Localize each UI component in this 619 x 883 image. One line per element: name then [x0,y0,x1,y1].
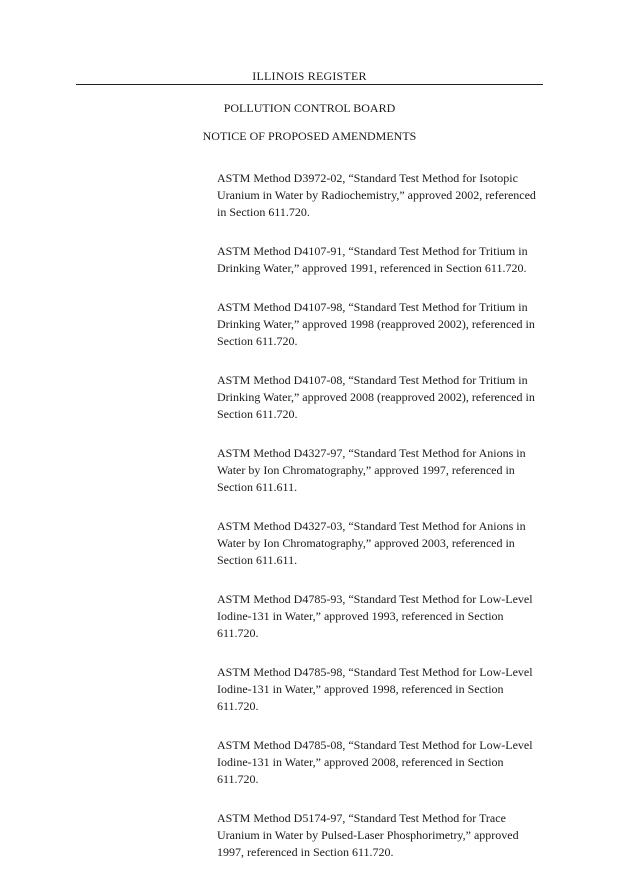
astm-entry-d4107-08: ASTM Method D4107-08, “Standard Test Method for Tritium in Drinking Water,” approved 2008 (reapproved 2002), referenced in Section 611.720. [217,373,535,421]
astm-entry-d4327-03: ASTM Method D4327-03, “Standard Test Method for Anions in Water by Ion Chromatography,” approved 2003, referenced in Section 611.611. [217,519,526,567]
astm-entry-d5174-97: ASTM Method D5174-97, “Standard Test Method for Trace Uranium in Water by Pulsed-Laser Phosphorimetry,” approved 1997, referenced in Section 611.720. [217,811,519,859]
astm-entry-d4785-93: ASTM Method D4785-93, “Standard Test Method for Low-Level Iodine-131 in Water,” approved 1993, referenced in Section 611.720. [217,592,533,640]
astm-entry-d3972-02: ASTM Method D3972-02, “Standard Test Method for Isotopic Uranium in Water by Radiochemistry,” approved 2002, referenced in Section 611.720. [217,171,536,219]
board-title: POLLUTION CONTROL BOARD [223,101,396,115]
register-title: ILLINOIS REGISTER [252,69,367,83]
astm-entry-d4107-91: ASTM Method D4107-91, “Standard Test Method for Tritium in Drinking Water,” approved 1991, referenced in Section 611.720. [217,244,528,275]
header-rule [76,84,543,85]
astm-method-list [217,170,547,883]
astm-entry-d4785-98: ASTM Method D4785-98, “Standard Test Method for Low-Level Iodine-131 in Water,” approved 1998, referenced in Section 611.720. [217,665,533,713]
notice-title: NOTICE OF PROPOSED AMENDMENTS [202,129,417,143]
astm-entry-d4785-08: ASTM Method D4785-08, “Standard Test Method for Low-Level Iodine-131 in Water,” approved 2008, referenced in Section 611.720. [217,738,533,786]
astm-entry-d4107-98: ASTM Method D4107-98, “Standard Test Method for Tritium in Drinking Water,” approved 1998 (reapproved 2002), referenced in Section 611.720. [217,300,535,348]
astm-entry-d4327-97: ASTM Method D4327-97, “Standard Test Method for Anions in Water by Ion Chromatography,” approved 1997, referenced in Section 611.611. [217,446,526,494]
